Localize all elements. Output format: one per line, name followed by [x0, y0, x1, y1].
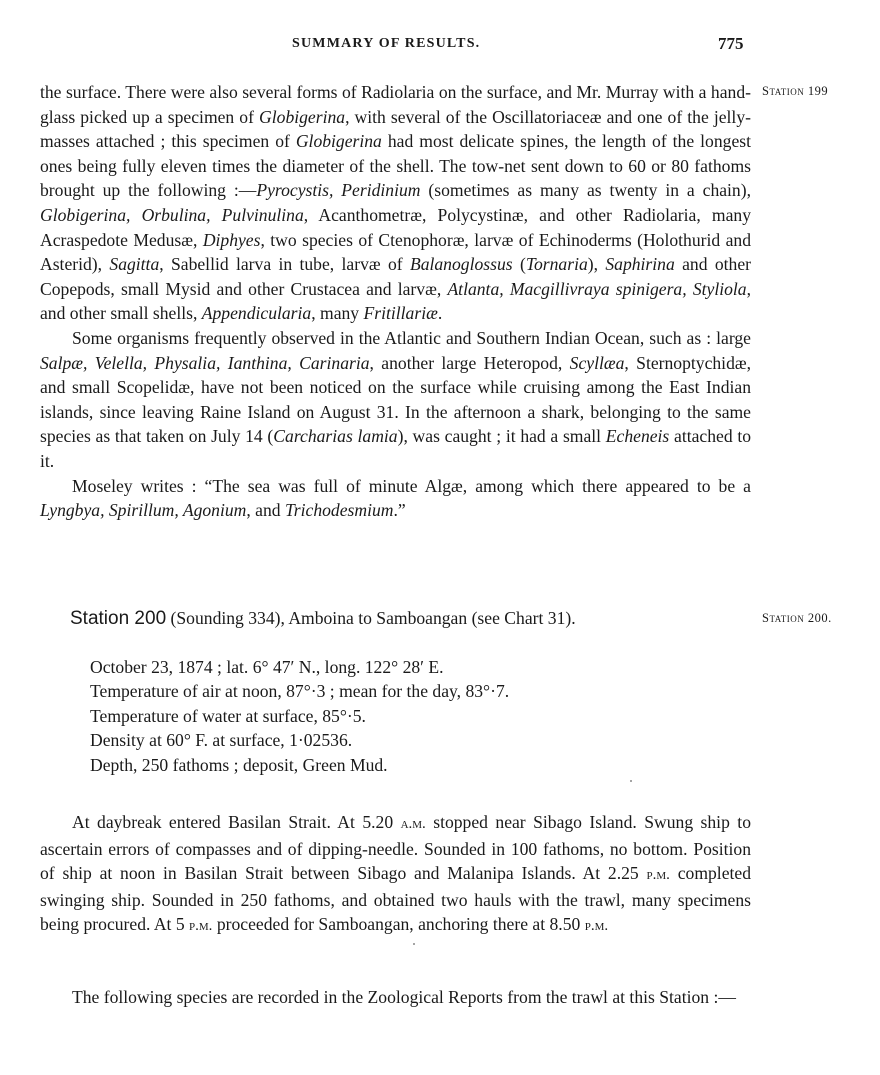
station-description: (Sounding 334), Amboina to Samboangan (see Chart 31).	[166, 608, 576, 628]
data-line-date-position: October 23, 1874 ; lat. 6° 47′ N., long. 122° 28′ E.	[90, 657, 444, 677]
station-data-lines	[90, 655, 509, 777]
paragraph-basilan-strait: At daybreak entered Basilan Strait. At 5.20 a.m. stopped near Sibago Island. Swung ship to ascertain errors of compasses and of dipping-needle. Sounded in 100 fathoms, no bottom. Position of ship at noon in Basilan Strait between Sibago and Malanipa Islands. At 2.25 p.m. completed swinging ship. Sounded in 250 fathoms, and obtained two hauls with the trawl, many specimens being procured. At 5 p.m. proceeded for Samboangan, anchoring there at 8.50 p.m.	[40, 812, 751, 935]
data-line-depth: Depth, 250 fathoms ; deposit, Green Mud.	[90, 754, 388, 775]
paragraph-species-intro: The following species are recorded in the Zoological Reports from the trawl at this Station :—	[72, 987, 736, 1007]
data-line-air-temperature: Temperature of air at noon, 87°·3 ; mean for the day, 83°·7.	[90, 681, 510, 702]
data-line-density: Density at 60° F. at surface, 1·02536.	[90, 730, 353, 751]
paragraph-surface-organisms: the surface. There were also several forms of Radiolaria on the surface, and Mr. Murray with a hand-glass picked up a specimen of Globigerina, with several of the Oscillatoriaceæ and one of the jelly-masses attached ; this specimen of Globigerina had most delicate spines, the length of the longest ones being fully eleven times the diameter of the shell. The tow-net sent down to 60 or 80 fathoms brought up the following :—Pyrocystis, Peridinium (sometimes as many as twenty in a chain), Globigerina, Orbulina, Pulvinulina, Acanthometræ, Polycystinæ, and other Radiolaria, many Acraspedote Medusæ, Diphyes, two species of Ctenophoræ, larvæ of Echinoderms (Holothurid and Asterid), Sagitta, Sabellid larva in tube, larvæ of Balanoglossus (Tornaria), Saphirina and other Copepods, small Mysid and other Crustacea and larvæ, Atlanta, Macgillivraya spinigera, Styliola, and other small shells, Appendicularia, many Fritillariæ.	[40, 82, 752, 324]
print-speck	[630, 780, 632, 782]
page-number: 775	[718, 34, 744, 53]
station-name: Station 200	[70, 608, 167, 629]
station-narrative	[40, 810, 751, 939]
paragraph-moseley-quote: Moseley writes : “The sea was full of minute Algæ, among which there appeared to be a Lyngbya, Spirillum, Agonium, and Trichodesmium.”	[40, 475, 751, 521]
margin-note-station-200: Station 200.	[762, 611, 832, 625]
species-intro	[40, 985, 751, 1010]
margin-note-station-199: Station 199	[762, 84, 829, 98]
running-title: SUMMARY OF RESULTS.	[292, 36, 481, 51]
paragraph-atlantic-organisms: Some organisms frequently observed in the Atlantic and Southern Indian Ocean, such as : large Salpæ, Velella, Physalia, Ianthina, Carinaria, another large Heteropod, Scyllæa, Sternoptychidæ, and small Scopelidæ, have not been noticed on the surface while cruising among the East Indian islands, since leaving Raine Island on August 31. In the afternoon a shark, belonging to the same species as that taken on July 14 (Carcharias lamia), was caught ; it had a small Echeneis attached to it.	[40, 327, 752, 471]
summary-text-block	[40, 80, 751, 523]
data-line-water-temperature: Temperature of water at surface, 85°·5.	[90, 705, 366, 726]
print-speck-2	[413, 943, 415, 945]
station-heading	[70, 608, 576, 630]
